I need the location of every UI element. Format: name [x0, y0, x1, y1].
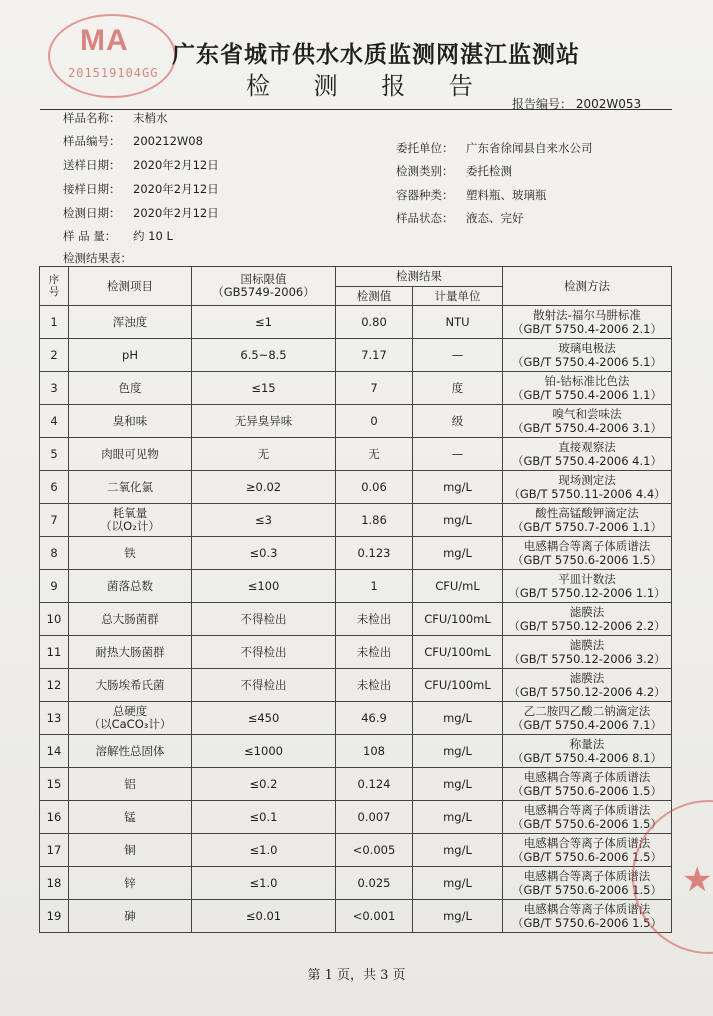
row-value: <0.001: [336, 900, 413, 933]
results-table: [39, 266, 672, 933]
results-body: [40, 306, 672, 933]
row-item: [69, 834, 192, 867]
row-limit: 无: [192, 438, 336, 471]
row-unit: mg/L: [413, 735, 503, 768]
row-method-name: 玻璃电极法: [558, 341, 616, 355]
row-item-name: 臭和味: [112, 413, 148, 428]
row-item: [69, 603, 192, 636]
row-method-standard: （GB/T 5750.7-2006 1.1）: [512, 520, 662, 534]
table-row: [40, 405, 672, 438]
row-method: [503, 504, 672, 537]
row-number: 16: [40, 801, 69, 834]
row-value: 7.17: [336, 339, 413, 372]
seal-number: 201519104GG: [68, 66, 159, 80]
row-unit: mg/L: [413, 834, 503, 867]
report-number-value: 2002W053: [575, 97, 642, 111]
row-number: 8: [40, 537, 69, 570]
row-method-name: 平皿计数法: [558, 572, 616, 586]
report-number-label: 报告编号：: [512, 97, 573, 111]
table-row: [40, 603, 672, 636]
row-item: [69, 306, 192, 339]
table-row: [40, 570, 672, 603]
row-number: 3: [40, 372, 69, 405]
row-method-standard: （GB/T 5750.6-2006 1.5）: [512, 817, 662, 831]
row-method: [503, 768, 672, 801]
info-container: 容器种类： 塑料瓶、玻璃瓶: [396, 188, 547, 202]
row-item-name: 菌落总数: [107, 578, 153, 593]
row-method: [503, 306, 672, 339]
row-item: [69, 438, 192, 471]
document-title: 检 测 报 告: [246, 72, 491, 100]
table-row: [40, 372, 672, 405]
row-method-name: 电感耦合等离子体质谱法: [523, 836, 651, 850]
table-row: [40, 636, 672, 669]
header-limit-title: 国标限值: [240, 272, 287, 286]
info-client: 委托单位： 广东省徐闻县自来水公司: [396, 141, 593, 155]
row-method-standard: （GB/T 5750.4-2006 5.1）: [512, 355, 662, 369]
header-result: 检测结果: [336, 267, 503, 287]
row-item-note: （以CaCO₃计）: [88, 717, 172, 731]
row-item-note: （以O₂计）: [100, 519, 160, 533]
row-method: [503, 669, 672, 702]
info-sample-state: 样品状态： 液态、完好: [396, 211, 524, 225]
row-item-name: 铝: [124, 776, 136, 791]
row-method-name: 乙二胺四乙酸二钠滴定法: [523, 704, 651, 718]
row-limit: 6.5~8.5: [192, 339, 336, 372]
row-method-standard: （GB/T 5750.12-2006 3.2）: [508, 652, 666, 666]
row-item: [69, 900, 192, 933]
row-method: [503, 603, 672, 636]
header-method: 检测方法: [503, 267, 672, 306]
row-item-name: pH: [122, 347, 138, 362]
row-number: 5: [40, 438, 69, 471]
row-method: [503, 339, 672, 372]
results-section-label: 检测结果表：: [63, 251, 132, 265]
info-test-date: 检测日期： 2020年2月12日: [63, 206, 219, 220]
row-item: [69, 669, 192, 702]
organization-title: 广东省城市供水水质监测网湛江监测站: [172, 41, 580, 68]
row-item: [69, 768, 192, 801]
row-item: [69, 702, 192, 735]
row-limit: 不得检出: [192, 669, 336, 702]
row-unit: CFU/mL: [413, 570, 503, 603]
row-method: [503, 702, 672, 735]
row-limit: ≤1.0: [192, 867, 336, 900]
header-limit-standard: （GB5749-2006）: [212, 285, 315, 299]
row-item: [69, 570, 192, 603]
row-method-standard: （GB/T 5750.6-2006 1.5）: [512, 883, 662, 897]
row-item: [69, 504, 192, 537]
row-unit: mg/L: [413, 801, 503, 834]
row-limit: ≥0.02: [192, 471, 336, 504]
row-value: 46.9: [336, 702, 413, 735]
row-limit: 无异臭异味: [192, 405, 336, 438]
row-item: [69, 471, 192, 504]
row-number: 2: [40, 339, 69, 372]
row-method-name: 电感耦合等离子体质谱法: [523, 869, 651, 883]
info-sample-name: 样品名称： 末梢水: [63, 111, 168, 125]
row-item-name: 锌: [124, 875, 136, 890]
row-limit: ≤0.3: [192, 537, 336, 570]
row-value: 0.124: [336, 768, 413, 801]
row-limit: ≤450: [192, 702, 336, 735]
row-item-name: 铜: [124, 842, 136, 857]
row-value: 0.06: [336, 471, 413, 504]
row-method-name: 电感耦合等离子体质谱法: [523, 803, 651, 817]
row-item: [69, 537, 192, 570]
row-item-name: 溶解性总固体: [95, 743, 165, 758]
row-method-name: 酸性高锰酸钾滴定法: [535, 506, 639, 520]
row-method-standard: （GB/T 5750.4-2006 3.1）: [512, 421, 662, 435]
row-number: 10: [40, 603, 69, 636]
row-unit: —: [413, 438, 503, 471]
seal-ma-text: MA: [80, 24, 129, 57]
row-unit: mg/L: [413, 537, 503, 570]
row-limit: ≤15: [192, 372, 336, 405]
row-method: [503, 471, 672, 504]
row-unit: mg/L: [413, 471, 503, 504]
row-limit: ≤0.01: [192, 900, 336, 933]
header-unit: 计量单位: [413, 287, 503, 306]
row-value: <0.005: [336, 834, 413, 867]
row-limit: ≤3: [192, 504, 336, 537]
row-unit: CFU/100mL: [413, 669, 503, 702]
table-row: [40, 669, 672, 702]
row-number: 6: [40, 471, 69, 504]
row-method-standard: （GB/T 5750.12-2006 2.2）: [508, 619, 666, 633]
row-value: 0: [336, 405, 413, 438]
table-row: [40, 900, 672, 933]
row-value: 未检出: [336, 636, 413, 669]
row-value: 0.123: [336, 537, 413, 570]
row-number: 12: [40, 669, 69, 702]
row-value: 1: [336, 570, 413, 603]
table-row: [40, 702, 672, 735]
row-number: 15: [40, 768, 69, 801]
table-row: [40, 867, 672, 900]
row-unit: mg/L: [413, 867, 503, 900]
row-item-name: 砷: [124, 908, 136, 923]
row-item-name: 二氧化氯: [107, 479, 153, 494]
row-method-name: 滤膜法: [569, 638, 605, 652]
row-item: [69, 339, 192, 372]
row-value: 0.007: [336, 801, 413, 834]
header-limit: [192, 267, 336, 306]
row-method-name: 电感耦合等离子体质谱法: [523, 539, 651, 553]
header-value: 检测值: [336, 287, 413, 306]
row-item-name: 锰: [124, 809, 136, 824]
row-item: [69, 867, 192, 900]
table-row: [40, 306, 672, 339]
row-method-name: 滤膜法: [569, 671, 605, 685]
row-number: 19: [40, 900, 69, 933]
row-method: [503, 537, 672, 570]
row-method-name: 现场测定法: [558, 473, 616, 487]
row-value: 108: [336, 735, 413, 768]
row-item-name: 总大肠菌群: [101, 611, 159, 626]
row-unit: 级: [413, 405, 503, 438]
row-method: [503, 405, 672, 438]
row-unit: NTU: [413, 306, 503, 339]
row-item-name: 肉眼可见物: [101, 446, 159, 461]
row-value: 7: [336, 372, 413, 405]
row-number: 7: [40, 504, 69, 537]
row-item-name: 铁: [124, 545, 136, 560]
row-limit: ≤0.1: [192, 801, 336, 834]
row-item: [69, 372, 192, 405]
info-receive-date: 接样日期： 2020年2月12日: [63, 182, 219, 196]
row-unit: mg/L: [413, 768, 503, 801]
row-method-standard: （GB/T 5750.4-2006 1.1）: [512, 388, 662, 402]
row-method: [503, 801, 672, 834]
row-number: 17: [40, 834, 69, 867]
row-unit: —: [413, 339, 503, 372]
table-row: [40, 471, 672, 504]
table-row: [40, 504, 672, 537]
page-number: 第 1 页，共 3 页: [307, 968, 406, 983]
row-item-name: 总硬度: [112, 704, 148, 718]
row-method-standard: （GB/T 5750.12-2006 4.2）: [508, 685, 666, 699]
row-number: 18: [40, 867, 69, 900]
row-number: 9: [40, 570, 69, 603]
info-test-type: 检测类别： 委托检测: [396, 164, 512, 178]
row-method-name: 铂-钴标准比色法: [544, 374, 630, 388]
row-method: [503, 735, 672, 768]
row-unit: 度: [413, 372, 503, 405]
row-method: [503, 570, 672, 603]
row-value: 无: [336, 438, 413, 471]
info-sample-amount: 样 品 量： 约 10 L: [63, 229, 173, 243]
row-unit: CFU/100mL: [413, 636, 503, 669]
seal-star-icon: ★: [682, 860, 713, 900]
row-limit: ≤0.2: [192, 768, 336, 801]
row-method: [503, 636, 672, 669]
row-item: [69, 735, 192, 768]
row-method-name: 电感耦合等离子体质谱法: [523, 770, 651, 784]
row-value: 0.80: [336, 306, 413, 339]
row-item-name: 大肠埃希氏菌: [95, 677, 165, 692]
row-unit: mg/L: [413, 504, 503, 537]
row-unit: mg/L: [413, 900, 503, 933]
row-item-name: 耗氧量: [112, 506, 148, 520]
row-method-name: 嗅气和尝味法: [552, 407, 622, 421]
info-delivery-date: 送样日期： 2020年2月12日: [63, 158, 219, 172]
row-method-standard: （GB/T 5750.4-2006 7.1）: [512, 718, 662, 732]
row-limit: ≤1: [192, 306, 336, 339]
row-limit: 不得检出: [192, 603, 336, 636]
row-limit: ≤1.0: [192, 834, 336, 867]
row-limit: ≤100: [192, 570, 336, 603]
row-value: 未检出: [336, 669, 413, 702]
row-value: 未检出: [336, 603, 413, 636]
table-row: [40, 339, 672, 372]
row-method-standard: （GB/T 5750.4-2006 8.1）: [512, 751, 662, 765]
header-seq: 序号: [40, 267, 69, 306]
row-item-name: 浑浊度: [112, 314, 148, 329]
row-unit: mg/L: [413, 702, 503, 735]
row-number: 4: [40, 405, 69, 438]
row-number: 11: [40, 636, 69, 669]
row-limit: 不得检出: [192, 636, 336, 669]
row-method-standard: （GB/T 5750.11-2006 4.4）: [508, 487, 666, 501]
row-item: [69, 801, 192, 834]
header-item: 检测项目: [69, 267, 192, 306]
row-method-name: 称量法: [569, 737, 605, 751]
row-unit: CFU/100mL: [413, 603, 503, 636]
table-row: [40, 537, 672, 570]
row-method-standard: （GB/T 5750.6-2006 1.5）: [512, 784, 662, 798]
row-method-standard: （GB/T 5750.6-2006 1.5）: [512, 553, 662, 567]
table-row: [40, 768, 672, 801]
table-row: [40, 735, 672, 768]
row-item: [69, 636, 192, 669]
row-method-name: 电感耦合等离子体质谱法: [523, 902, 651, 916]
row-number: 13: [40, 702, 69, 735]
row-method-standard: （GB/T 5750.6-2006 1.5）: [512, 916, 662, 930]
row-item-name: 耐热大肠菌群: [95, 644, 165, 659]
table-row: [40, 801, 672, 834]
row-method-standard: （GB/T 5750.4-2006 2.1）: [512, 322, 662, 336]
row-limit: ≤1000: [192, 735, 336, 768]
row-method-name: 散射法-福尔马肼标准: [533, 308, 641, 322]
row-method-standard: （GB/T 5750.12-2006 1.1）: [508, 586, 666, 600]
row-value: 0.025: [336, 867, 413, 900]
row-method-name: 直接观察法: [558, 440, 616, 454]
table-row: [40, 834, 672, 867]
table-row: [40, 438, 672, 471]
row-method-standard: （GB/T 5750.4-2006 4.1）: [512, 454, 662, 468]
row-method: [503, 372, 672, 405]
row-value: 1.86: [336, 504, 413, 537]
row-method: [503, 438, 672, 471]
row-number: 14: [40, 735, 69, 768]
row-number: 1: [40, 306, 69, 339]
info-sample-code: 样品编号： 200212W08: [63, 134, 203, 148]
row-method-standard: （GB/T 5750.6-2006 1.5）: [512, 850, 662, 864]
row-item: [69, 405, 192, 438]
row-method-name: 滤膜法: [569, 605, 605, 619]
row-item-name: 色度: [118, 380, 142, 395]
